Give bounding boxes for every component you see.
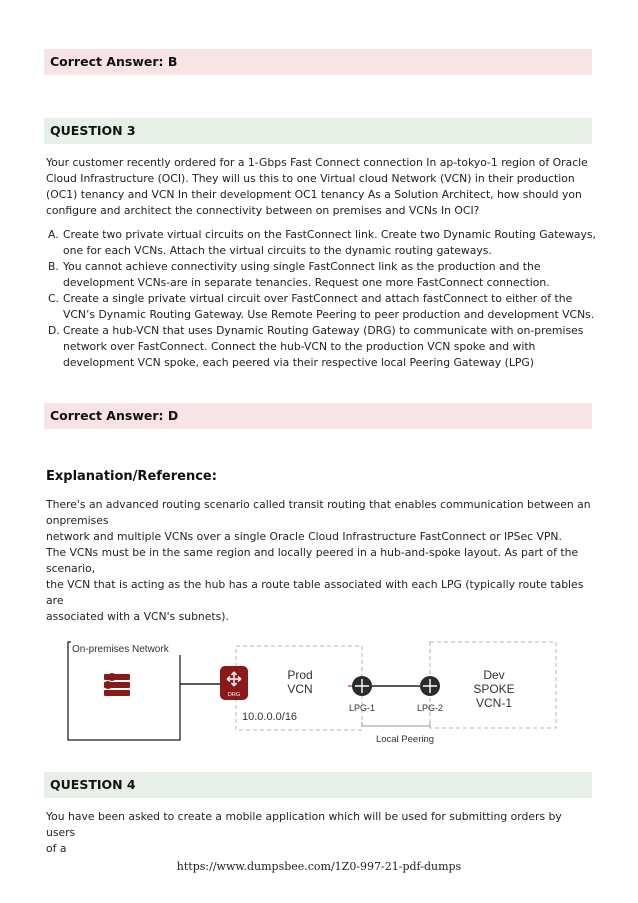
network-diagram <box>60 636 560 752</box>
explanation-line: There's an advanced routing scenario called transit routing that enables communication between an <box>46 498 591 511</box>
explanation-line: scenario, <box>46 562 96 575</box>
lpg-1-label: LPG-1 <box>348 703 376 713</box>
prod-vcn-subtitle: VCN <box>287 682 313 696</box>
dev-vcn-line1: Dev <box>483 668 505 682</box>
option-text: development VCNs-are in separate tenancies. Request one more FastConnect connection. <box>63 276 550 289</box>
option-text: Create a single private virtual circuit over FastConnect and attach fastConnect to either of the <box>63 292 573 305</box>
option-letter: A. <box>48 228 59 241</box>
explanation-line: the VCN that is acting as the hub has a route table associated with each LPG (typically route tables <box>46 578 584 591</box>
explanation-line: The VCNs must be in the same region and locally peered in a hub-and-spoke layout. As part of the <box>46 546 579 559</box>
option-letter: D. <box>48 324 60 337</box>
drg-label: DRG <box>227 692 241 698</box>
question-3-line: Your customer recently ordered for a 1-Gbps Fast Connect connection In ap-tokyo-1 region of Oracle <box>46 156 588 169</box>
question-3-options <box>46 227 596 371</box>
correct-answer-bar <box>44 49 592 75</box>
footer-url[interactable] <box>0 860 638 873</box>
drg-icon <box>220 666 248 700</box>
option-d <box>46 323 596 371</box>
correct-answer-bar <box>44 403 592 429</box>
question-3-line: configure and architect the connectivity between on premises and VCNs In OCI? <box>46 204 480 217</box>
server-icon <box>104 673 130 696</box>
lpg-1-icon <box>352 676 372 696</box>
question-4-line: of a <box>46 842 67 855</box>
question-4-header <box>44 772 592 798</box>
option-text: VCN’s Dynamic Routing Gateway. Use Remote Peering to peer production and development VCNs. <box>63 308 595 321</box>
explanation-heading: Explanation/Reference: <box>46 469 217 484</box>
local-peering-bracket <box>362 722 430 726</box>
option-text: network over FastConnect. Connect the hub-VCN to the production VCN spoke and with <box>63 340 536 353</box>
option-text: Create two private virtual circuits on the FastConnect link. Create two Dynamic Routing Gateways, <box>63 228 596 241</box>
option-c <box>46 291 596 323</box>
option-text: Create a hub-VCN that uses Dynamic Routing Gateway (DRG) to communicate with on-premises <box>63 324 584 337</box>
explanation-line: associated with a VCN's subnets). <box>46 610 229 623</box>
option-text: You cannot achieve connectivity using single FastConnect link as the production and the <box>63 260 541 273</box>
onprem-network-label: On-premises Network <box>72 644 169 655</box>
explanation-line: onpremises <box>46 514 109 527</box>
lpg-2-icon <box>420 676 440 696</box>
explanation-body <box>46 497 594 625</box>
option-letter: C. <box>48 292 59 305</box>
correct-answer-label: Correct Answer: D <box>50 408 179 423</box>
explanation-line: are <box>46 594 64 607</box>
option-b <box>46 259 596 291</box>
option-text: development VCN spoke, each peered via their respective local Peering Gateway (LPG) <box>63 356 534 369</box>
question-3-body <box>46 155 594 219</box>
question-3-title: QUESTION 3 <box>50 123 136 138</box>
prod-vcn-title: Prod <box>287 668 313 682</box>
lpg-2-label: LPG-2 <box>416 703 444 713</box>
correct-answer-label: Correct Answer: B <box>50 54 178 69</box>
explanation-line: network and multiple VCNs over a single Oracle Cloud Infrastructure FastConnect or IPSec VPN. <box>46 530 562 543</box>
dev-vcn-line2: SPOKE <box>473 682 515 696</box>
question-3-line: Cloud Infrastructure (OCI). They will us this to one Virtual cloud Network (VCN) in their production <box>46 172 575 185</box>
dev-vcn-line3: VCN-1 <box>475 696 513 710</box>
option-text: one for each VCNs. Attach the virtual circuits to the dynamic routing gateways. <box>63 244 492 257</box>
question-4-title: QUESTION 4 <box>50 777 136 792</box>
prod-vcn-cidr: 10.0.0.0/16 <box>242 711 298 723</box>
question-3-line: (OC1) tenancy and VCN In their development OC1 tenancy As a Solution Architect, how should yon <box>46 188 582 201</box>
option-letter: B. <box>48 260 59 273</box>
option-a <box>46 227 596 259</box>
question-4-line: You have been asked to create a mobile application which will be used for submitting orders by users <box>46 810 562 839</box>
question-3-header <box>44 118 592 144</box>
question-4-body <box>46 809 594 857</box>
footer-link[interactable]: https://www.dumpsbee.com/1Z0-997-21-pdf-dumps <box>176 860 462 873</box>
local-peering-label: Local Peering <box>375 734 435 745</box>
